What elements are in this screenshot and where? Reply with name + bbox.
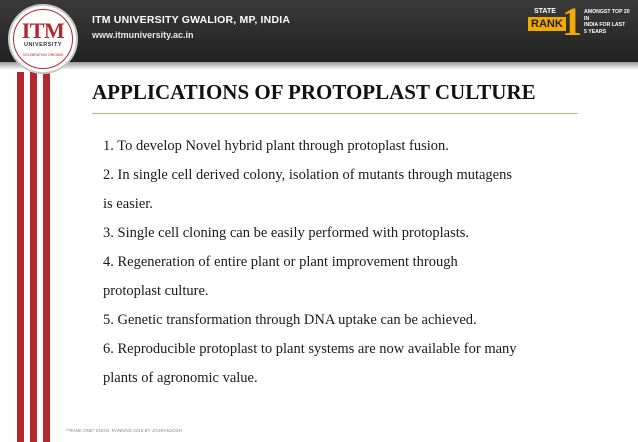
bullet-line: plants of agronomic value. [103, 370, 258, 386]
badge-caption [584, 9, 634, 35]
university-url[interactable]: www.itmuniversity.ac.in [92, 30, 194, 40]
brand-pillar [30, 72, 37, 442]
logo-subtitle: UNIVERSITY [23, 42, 62, 48]
bullet-line: 3. Single cell cloning can be easily performed with protoplasts. [103, 225, 470, 241]
logo-brand-text: ITM [21, 18, 65, 43]
university-name: ITM UNIVERSITY GWALIOR, MP, INDIA [92, 14, 291, 26]
title-underline [92, 113, 578, 114]
rank-badge [512, 0, 632, 52]
header-shadow [0, 62, 638, 70]
bullet-line: 5. Genetic transformation through DNA uptake can be achieved. [103, 312, 477, 328]
slide-title: APPLICATIONS OF PROTOPLAST CULTURE [92, 80, 536, 104]
bullet-line: 1. To develop Novel hybrid plant through protoplast fusion. [103, 138, 449, 154]
bullet-line: protoplast culture. [103, 283, 209, 299]
badge-rank-label: RANK [528, 17, 566, 31]
bullet-line: 6. Reproducible protoplast to plant systems are now available for many [103, 341, 517, 357]
footer-note: **RANK ONE" ENGG. RANKING 2015 BY JAGRANJOSH [66, 428, 183, 433]
badge-caption-line: INDIA FOR LAST [584, 22, 626, 28]
bullet-line: 2. In single cell derived colony, isolation of mutants through mutagens [103, 167, 513, 183]
badge-state-label: STATE [534, 8, 556, 15]
university-logo [8, 4, 78, 74]
brand-pillar [43, 72, 50, 442]
bullet-line: 4. Regeneration of entire plant or plant improvement through [103, 254, 458, 270]
badge-caption-line: 5 YEARS [584, 28, 607, 35]
brand-pillar [17, 72, 24, 442]
badge-rank-number: 1 [562, 0, 582, 44]
bullet-line: is easier. [103, 196, 153, 212]
logo-arc-text: CELEBRATING DREAMS [22, 53, 64, 57]
badge-caption-line: AMONGST TOP 20 IN [584, 9, 630, 22]
